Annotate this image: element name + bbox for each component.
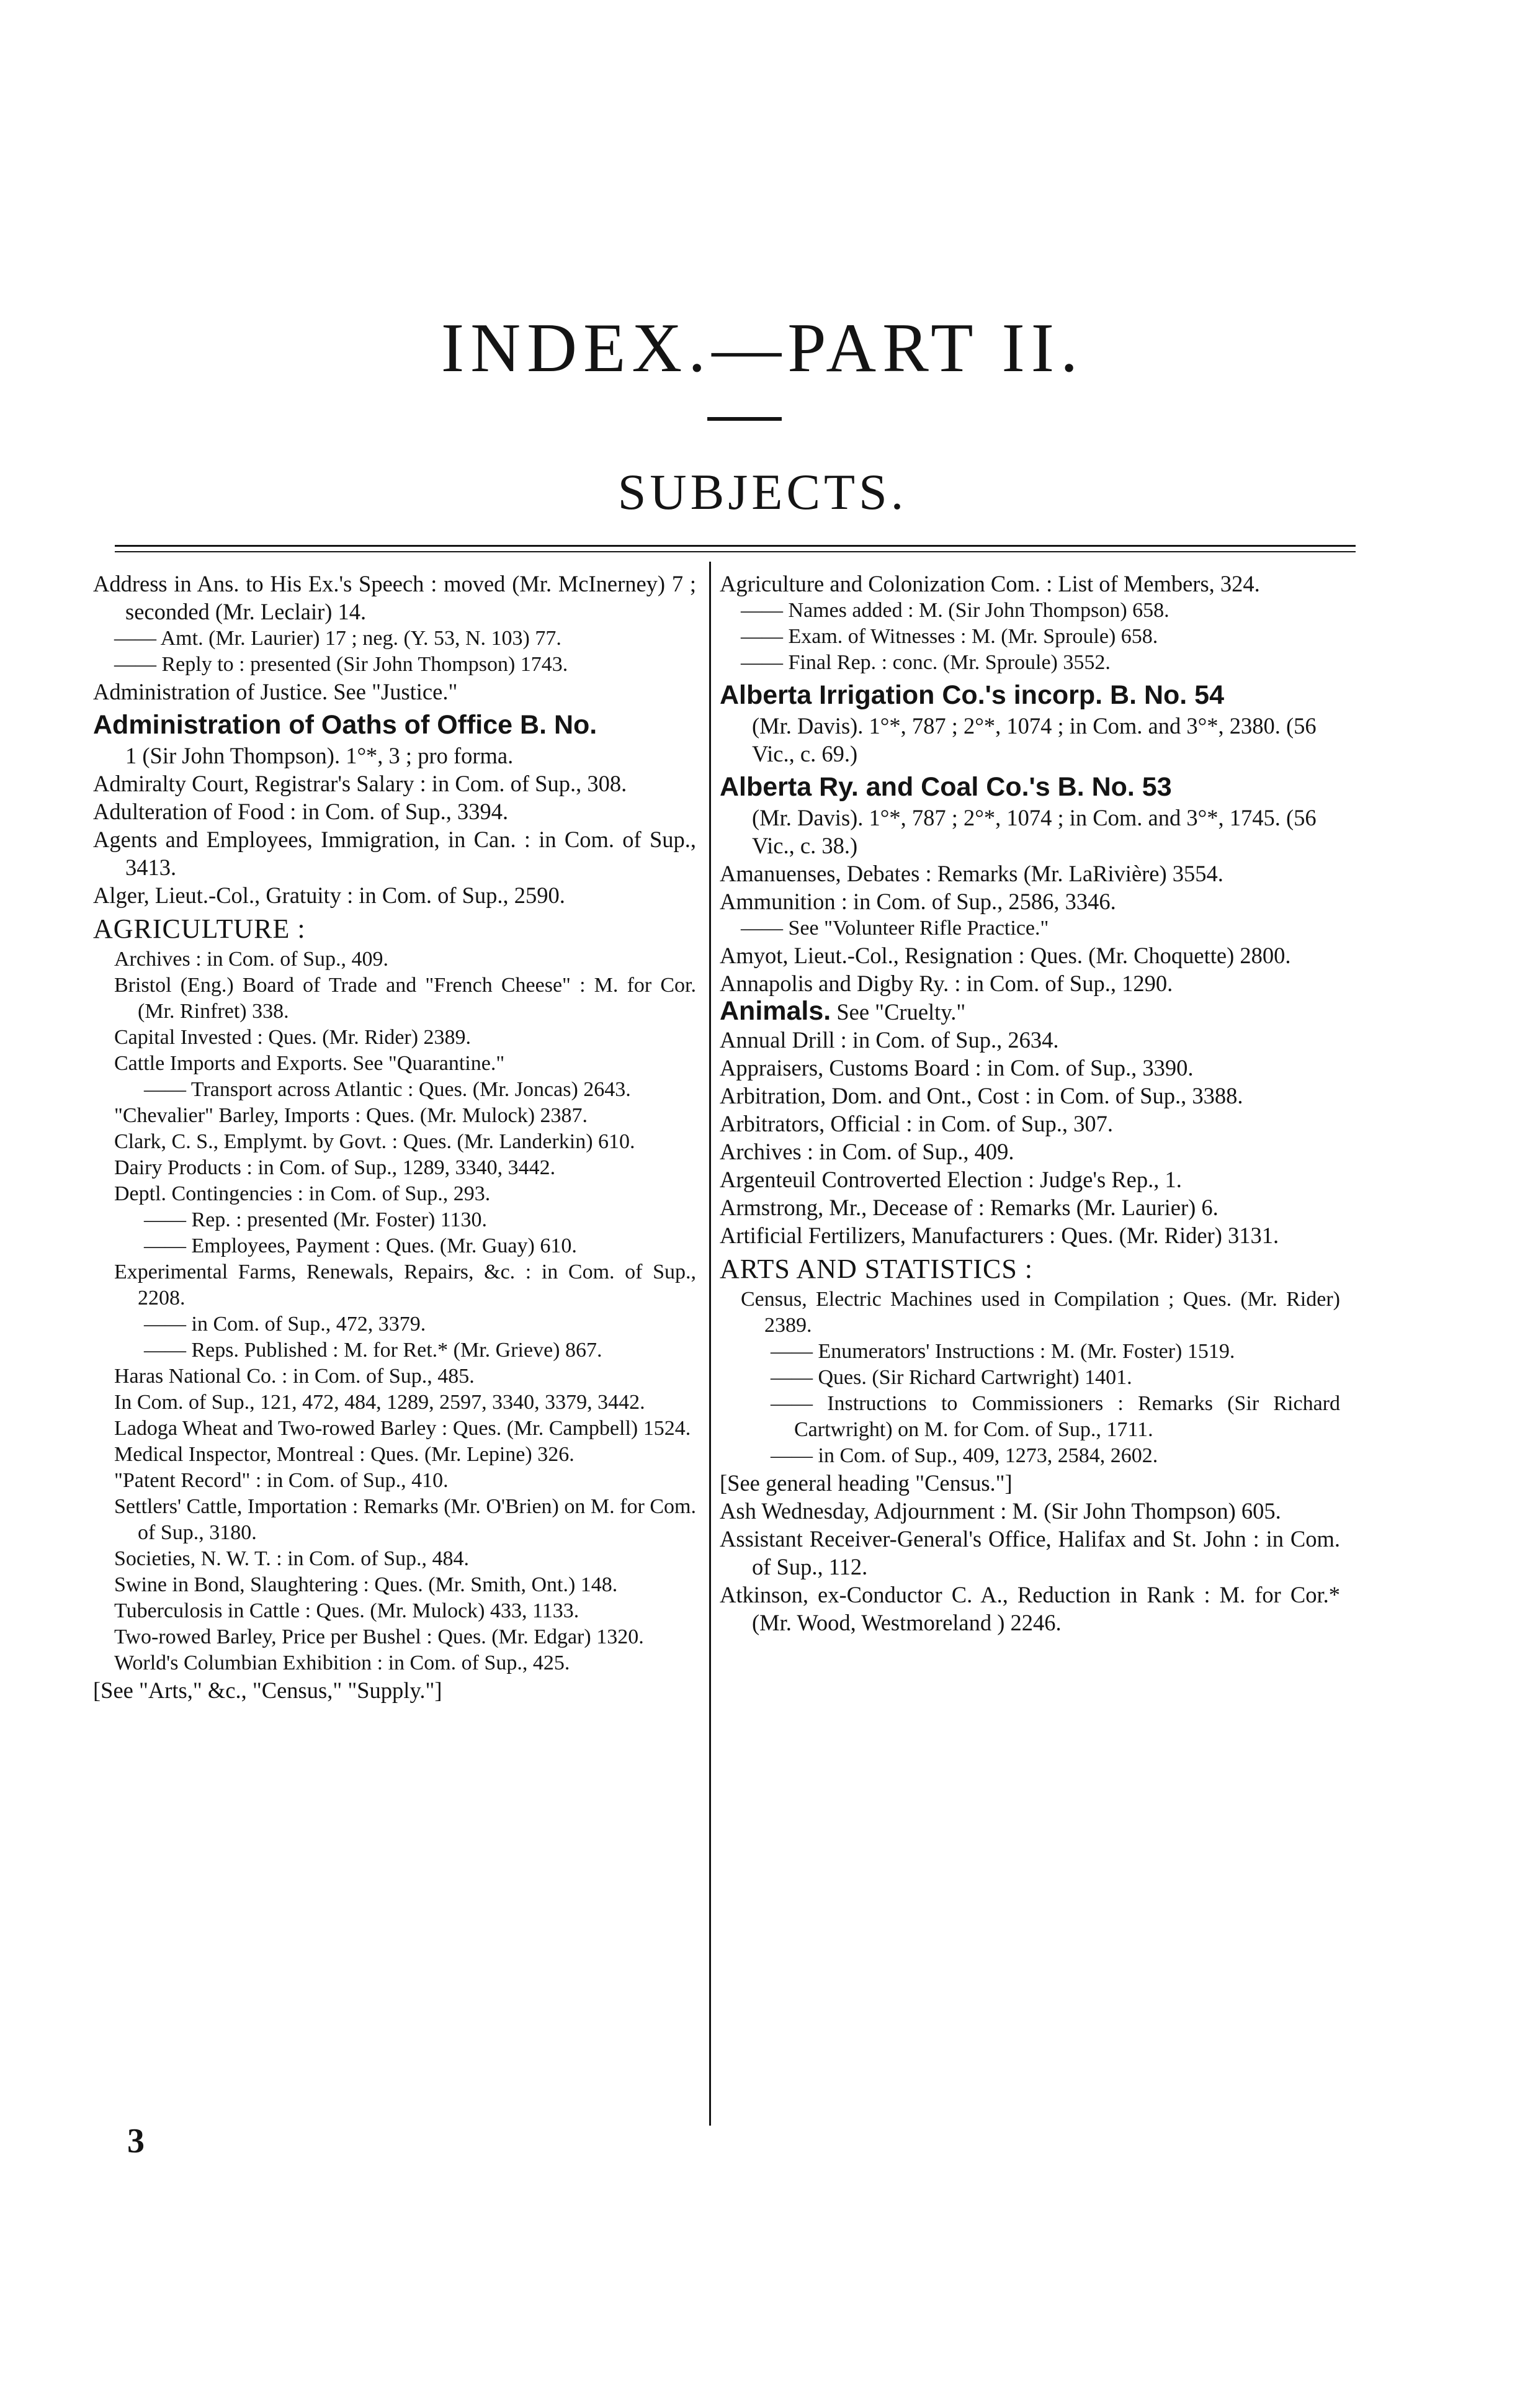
index-entry: Deptl. Contingencies : in Com. of Sup., 293. [114,1182,491,1205]
index-entry: [See "Arts," &c., "Census," "Supply."] [93,1678,442,1703]
index-entry: —— in Com. of Sup., 472, 3379. [144,1313,426,1336]
right-column [720,570,1340,1637]
index-entry: Annual Drill : in Com. of Sup., 2634. [720,1027,1059,1053]
section-heading: AGRICULTURE : [93,914,306,944]
index-entry: "Patent Record" : in Com. of Sup., 410. [114,1469,449,1492]
index-entry-reference: See "Cruelty." [831,999,966,1025]
index-entry: Capital Invested : Ques. (Mr. Rider) 2389. [114,1026,472,1049]
index-entry: In Com. of Sup., 121, 472, 484, 1289, 2597, 3340, 3379, 3442. [114,1391,645,1414]
index-entry: —— Ques. (Sir Richard Cartwright) 1401. [771,1366,1132,1389]
index-entry: Archives : in Com. of Sup., 409. [720,1139,1014,1164]
column-divider [709,562,711,2126]
index-entry: —— Rep. : presented (Mr. Foster) 1130. [144,1208,488,1231]
index-entry: Alberta Ry. and Coal Co.'s B. No. 53 [720,772,1172,802]
index-entry: Amyot, Lieut.-Col., Resignation : Ques. (Mr. Choquette) 2800. [720,943,1291,968]
index-entry: Haras National Co. : in Com. of Sup., 485. [114,1365,475,1388]
index-entry: Clark, C. S., Emplymt. by Govt. : Ques. (Mr. Landerkin) 610. [114,1130,635,1153]
index-entry: Societies, N. W. T. : in Com. of Sup., 484. [114,1547,470,1570]
index-entry: Ammunition : in Com. of Sup., 2586, 3346. [720,889,1116,914]
index-entry: (Mr. Davis). 1°*, 787 ; 2°*, 1074 ; in Com. and 3°*, 1745. (56 Vic., c. 38.) [752,805,1317,858]
index-entry: Dairy Products : in Com. of Sup., 1289, 3340, 3442. [114,1156,556,1179]
left-column [93,570,696,1704]
index-entry: World's Columbian Exhibition : in Com. of Sup., 425. [114,1651,570,1674]
index-entry: Settlers' Cattle, Importation : Remarks (Mr. O'Brien) on M. for Com. of Sup., 3180. [114,1495,696,1544]
index-entry: Arbitration, Dom. and Ont., Cost : in Com. of Sup., 3388. [720,1083,1243,1108]
index-entry: Annapolis and Digby Ry. : in Com. of Sup., 1290. [720,971,1173,996]
index-entry [720,997,1340,1026]
index-entry: Agents and Employees, Immigration, in Can. : in Com. of Sup., 3413. [93,827,696,880]
index-entry: Adulteration of Food : in Com. of Sup., 3394. [93,799,509,824]
index-entry: Appraisers, Customs Board : in Com. of Sup., 3390. [720,1055,1194,1080]
index-entry: Ladoga Wheat and Two-rowed Barley : Ques. (Mr. Campbell) 1524. [114,1417,691,1440]
index-entry: Administration of Justice. See "Justice." [93,679,458,704]
index-entry: —— Reps. Published : M. for Ret.* (Mr. Grieve) 867. [144,1339,602,1362]
index-entry: Alger, Lieut.-Col., Gratuity : in Com. of Sup., 2590. [93,883,565,908]
index-entry: [See general heading "Census."] [720,1470,1013,1496]
index-entry: Archives : in Com. of Sup., 409. [114,948,388,971]
title-rule [707,417,782,421]
index-entry: Alberta Irrigation Co.'s incorp. B. No. 54 [720,680,1225,710]
index-entry: Agriculture and Colonization Com. : List of Members, 324. [720,571,1260,596]
index-entry: —— Employees, Payment : Ques. (Mr. Guay) 610. [144,1234,577,1257]
page-number: 3 [127,2122,145,2160]
index-entry: —— See "Volunteer Rifle Practice." [741,917,1049,940]
section-heading: ARTS AND STATISTICS : [720,1254,1034,1284]
index-entry: —— Names added : M. (Sir John Thompson) 658. [741,599,1169,622]
index-entry: Assistant Receiver-General's Office, Halifax and St. John : in Com. of Sup., 112. [720,1526,1340,1579]
index-entry: —— Instructions to Commissioners : Remarks (Sir Richard Cartwright) on M. for Com. of Sup., 1711. [771,1392,1340,1441]
index-entry: —— Amt. (Mr. Laurier) 17 ; neg. (Y. 53, N. 103) 77. [114,627,561,650]
index-entry: Experimental Farms, Renewals, Repairs, &c. : in Com. of Sup., 2208. [114,1260,696,1310]
index-entry: —— Reply to : presented (Sir John Thompson) 1743. [114,653,568,676]
index-entry: Administration of Oaths of Office B. No. [93,710,597,740]
index-entry: Tuberculosis in Cattle : Ques. (Mr. Mulock) 433, 1133. [114,1599,579,1622]
index-entry: —— Exam. of Witnesses : M. (Mr. Sproule) 658. [741,625,1158,648]
index-entry: Address in Ans. to His Ex.'s Speech : moved (Mr. McInerney) 7 ; seconded (Mr. Leclair) 14. [93,571,696,624]
index-entry: —— Transport across Atlantic : Ques. (Mr. Joncas) 2643. [144,1078,631,1101]
index-entry: Argenteuil Controverted Election : Judge's Rep., 1. [720,1167,1182,1192]
index-entry: Medical Inspector, Montreal : Ques. (Mr. Lepine) 326. [114,1443,575,1466]
index-entry-bold-term: Animals. [720,996,831,1026]
index-entry: Swine in Bond, Slaughtering : Ques. (Mr. Smith, Ont.) 148. [114,1573,618,1596]
page-title: INDEX.—PART II. [441,310,1084,387]
index-entry: —— Enumerators' Instructions : M. (Mr. Foster) 1519. [771,1340,1235,1363]
index-entry: Bristol (Eng.) Board of Trade and "French Cheese" : M. for Cor. (Mr. Rinfret) 338. [114,974,696,1023]
index-entry: "Chevalier" Barley, Imports : Ques. (Mr. Mulock) 2387. [114,1104,588,1127]
index-entry: Cattle Imports and Exports. See "Quarantine." [114,1052,505,1075]
double-rule-bottom [115,551,1356,552]
index-entry: —— in Com. of Sup., 409, 1273, 2584, 2602. [771,1444,1158,1467]
index-entry: Atkinson, ex-Conductor C. A., Reduction in Rank : M. for Cor.* (Mr. Wood, Westmoreland ) 2246. [720,1582,1340,1635]
index-entry: Armstrong, Mr., Decease of : Remarks (Mr. Laurier) 6. [720,1195,1219,1220]
index-entry: Two-rowed Barley, Price per Bushel : Ques. (Mr. Edgar) 1320. [114,1625,644,1648]
index-entry: Ash Wednesday, Adjournment : M. (Sir John Thompson) 605. [720,1498,1281,1524]
index-entry: Arbitrators, Official : in Com. of Sup., 307. [720,1111,1113,1136]
index-entry: —— Final Rep. : conc. (Mr. Sproule) 3552. [741,651,1111,674]
index-entry: Amanuenses, Debates : Remarks (Mr. LaRivière) 3554. [720,861,1223,886]
index-entry: 1 (Sir John Thompson). 1°*, 3 ; pro forma. [125,743,514,768]
double-rule-top [115,545,1356,547]
index-entry: Census, Electric Machines used in Compilation ; Ques. (Mr. Rider) 2389. [741,1288,1340,1337]
index-entry: (Mr. Davis). 1°*, 787 ; 2°*, 1074 ; in Com. and 3°*, 2380. (56 Vic., c. 69.) [752,713,1317,766]
page-subtitle: SUBJECTS. [617,464,908,520]
index-entry: Admiralty Court, Registrar's Salary : in Com. of Sup., 308. [93,771,627,796]
index-entry: Artificial Fertilizers, Manufacturers : Ques. (Mr. Rider) 3131. [720,1223,1279,1248]
